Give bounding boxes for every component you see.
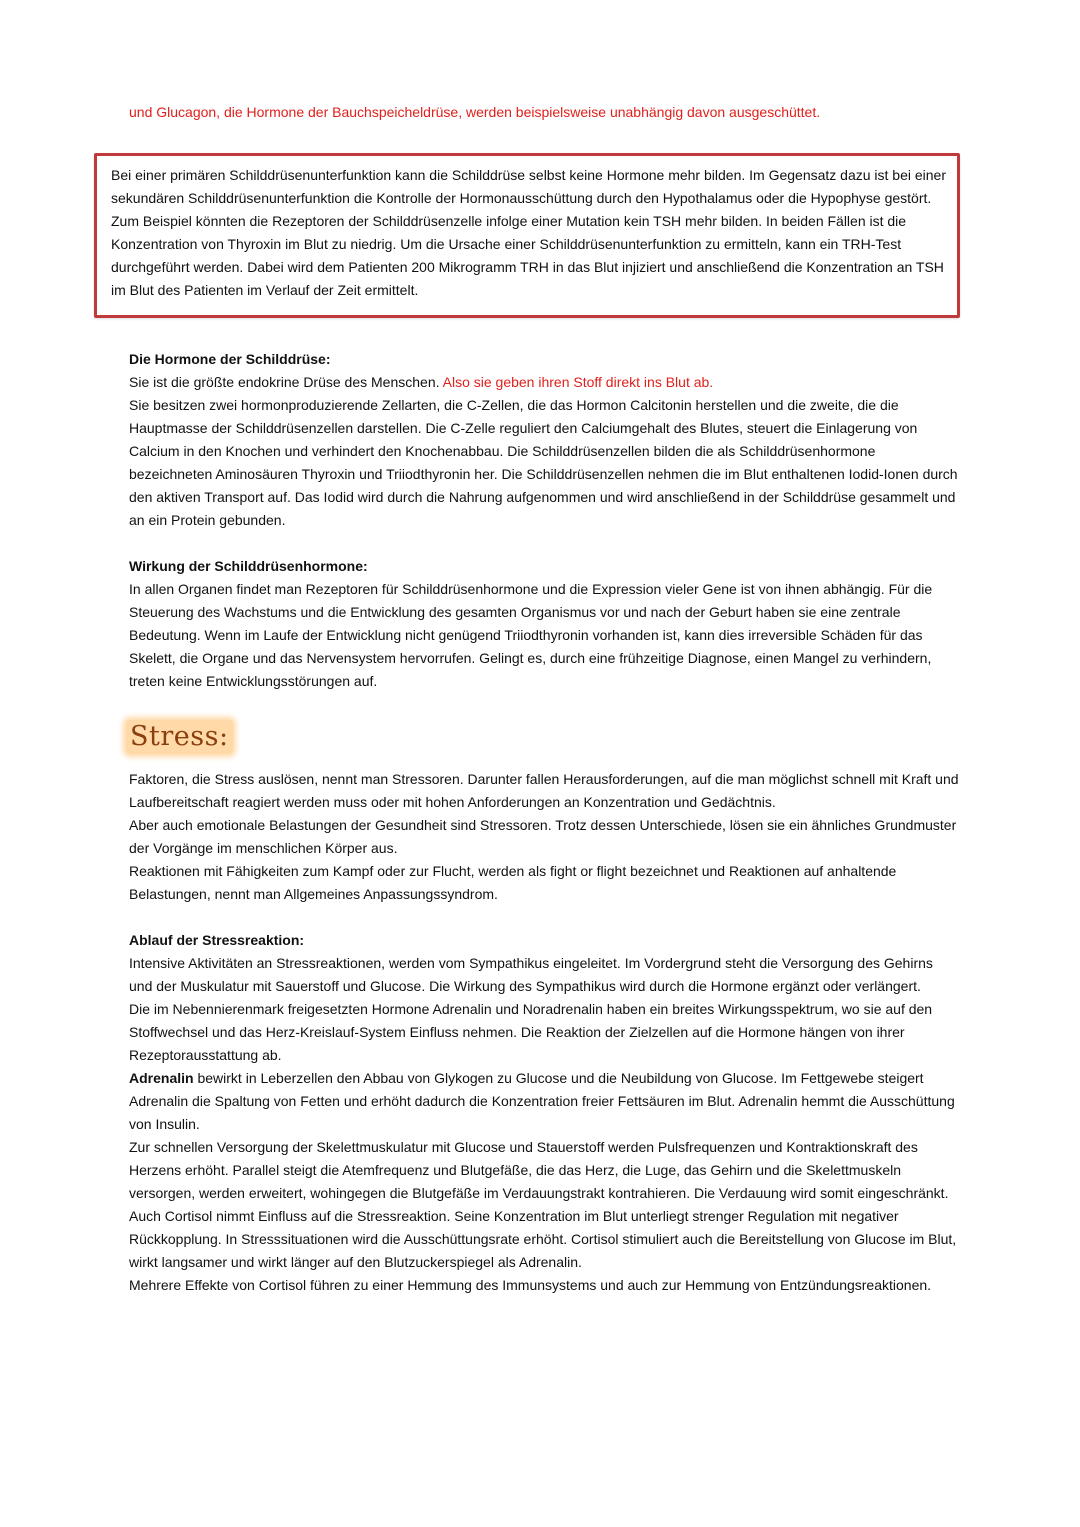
ablauf-p4: Zur schnellen Versorgung der Skelettmuskulatur mit Glucose und Stauerstoff werden Pulsfrequenzen und Kontraktionskraft des Herzens erhöht. Parallel steigt die Atemfrequenz und Blutgefäße, die das Herz, die Luge, das Gehirn und die Skelettmuskeln versorgen, werden erweitert, wohingegen die Blutgefäße im Verdauungstrakt kontrahieren. Die Verdauung wird somit eingeschränkt. xyxy=(129,1139,949,1201)
hormone-line1 xyxy=(129,371,959,394)
section-stress xyxy=(129,768,959,906)
ablauf-p1: Intensive Aktivitäten an Stressreaktionen, werden vom Sympathikus eingeleitet. Im Vordergrund steht die Versorgung des Gehirns und der Muskulatur mit Sauerstoff und Glucose. Die Wirkung des Sympathikus wird durch die Hormone ergänzt oder verlängert. xyxy=(129,955,933,994)
section-heading: Wirkung der Schilddrüsenhormone: xyxy=(129,558,368,574)
hormone-line1-text: Sie ist die größte endokrine Drüse des Menschen. xyxy=(129,374,440,390)
ablauf-p6: Mehrere Effekte von Cortisol führen zu einer Hemmung des Immunsystems und auch zur Hemmung von Entzündungsreaktionen. xyxy=(129,1277,932,1293)
stress-p3: Reaktionen mit Fähigkeiten zum Kampf oder zur Flucht, werden als fight or flight bezeichnet und Reaktionen auf anhaltende Belastungen, nennt man Allgemeines Anpassungssyndrom. xyxy=(129,863,897,902)
section-heading: Die Hormone der Schilddrüse: xyxy=(129,351,331,367)
adrenalin-term: Adrenalin xyxy=(129,1070,194,1086)
ablauf-p3-text: bewirkt in Leberzellen den Abbau von Glykogen zu Glucose und die Neubildung von Glucose. Im Fettgewebe steigert Adrenalin die Spaltung von Fetten und erhöht dadurch die Konzentration freier Fettsäuren im Blut. Adrenalin hemmt die Ausschüttung von Insulin. xyxy=(129,1070,955,1132)
stress-p2: Aber auch emotionale Belastungen der Gesundheit sind Stressoren. Trotz dessen Unterschiede, lösen sie ein ähnliches Grundmuster der Vorgänge im menschlichen Körper aus. xyxy=(129,817,957,856)
section-wirkung xyxy=(129,555,959,693)
ablauf-p3 xyxy=(129,1067,959,1136)
hormone-body: Sie besitzen zwei hormonproduzierende Zellarten, die C-Zellen, die das Hormon Calcitonin herstellen und die zweite, die die Hauptmasse der Schilddrüsenzellen darstellen. Die C-Zelle reguliert den Calciumgehalt des Blutes, steuert die Einlagerung von Calcium in den Knochen und verhindert den Knochenabbau. Die Schilddrüsenzellen bilden die als Schilddrüsenhormone bezeichneten Aminosäuren Thyroxin und Triiodthyronin her. Die Schilddrüsenzellen nehmen die im Blut enthaltenen Iodid-Ionen durch den aktiven Transport auf. Das Iodid wird durch die Nahrung aufgenommen und wird anschließend in der Schilddrüse gesammelt und an ein Protein gebunden. xyxy=(129,397,958,528)
info-box-text: Bei einer primären Schilddrüsenunterfunktion kann die Schilddrüse selbst keine Hormone mehr bilden. Im Gegensatz dazu ist bei einer sekundären Schilddrüsenunterfunktion die Kontrolle der Hormonausschüttung durch den Hypothalamus oder die Hypophyse gestört. Zum Beispiel könnten die Rezeptoren der Schilddrüsenzelle infolge einer Mutation kein TSH mehr bilden. In beiden Fällen ist die Konzentration von Thyroxin im Blut zu niedrig. Um die Ursache einer Schilddrüsenunterfunktion zu ermitteln, kann ein TRH-Test durchgeführt werden. Dabei wird dem Patienten 200 Mikrogramm TRH in das Blut injiziert und anschließend die Konzentration an TSH im Blut des Patienten im Verlauf der Zeit ermittelt. xyxy=(111,167,947,298)
intro-text: und Glucagon, die Hormone der Bauchspeicheldrüse, werden beispielsweise unabhängig davon ausgeschüttet. xyxy=(129,104,821,120)
wirkung-body: In allen Organen findet man Rezeptoren für Schilddrüsenhormone und die Expression vieler Gene ist von ihnen abhängig. Für die Steuerung des Wachstums und die Entwicklung des gesamten Organismus vor und nach der Geburt haben sie eine zentrale Bedeutung. Wenn im Laufe der Entwicklung nicht genügend Triiodthyronin vorhanden ist, kann dies irreversible Schäden für das Skelett, die Organe und das Nervensystem hervorrufen. Gelingt es, durch eine frühzeitige Diagnose, einen Mangel zu verhindern, treten keine Entwicklungsstörungen auf. xyxy=(129,581,933,689)
hormone-line1-note: Also sie geben ihren Stoff direkt ins Blut ab. xyxy=(442,374,714,390)
ablauf-p5: Auch Cortisol nimmt Einfluss auf die Stressreaktion. Seine Konzentration im Blut unterliegt strenger Regulation mit negativer Rückkopplung. In Stresssituationen wird die Ausschüttungsrate erhöht. Cortisol stimuliert auch die Bereitstellung von Glucose im Blut, wirkt langsamer und wirkt länger auf den Blutzuckerspiegel als Adrenalin. xyxy=(129,1208,957,1270)
stress-p1: Faktoren, die Stress auslösen, nennt man Stressoren. Darunter fallen Herausforderungen, auf die man möglichst schnell mit Kraft und Laufbereitschaft reagiert werden muss oder mit hohen Anforderungen an Konzentration und Gedächtnis. xyxy=(129,771,959,810)
section-hormone xyxy=(129,348,959,532)
info-box xyxy=(94,153,960,318)
section-ablauf xyxy=(129,929,959,1297)
stress-title: Stress: xyxy=(126,720,233,754)
section-heading: Ablauf der Stressreaktion: xyxy=(129,932,305,948)
ablauf-p2: Die im Nebennierenmark freigesetzten Hormone Adrenalin und Noradrenalin haben ein breites Wirkungsspektrum, wo sie auf den Stoffwechsel und das Herz-Kreislauf-System Einfluss nehmen. Die Reaktion der Zielzellen auf die Hormone hängen von ihrer Rezeptorausstattung ab. xyxy=(129,1001,933,1063)
